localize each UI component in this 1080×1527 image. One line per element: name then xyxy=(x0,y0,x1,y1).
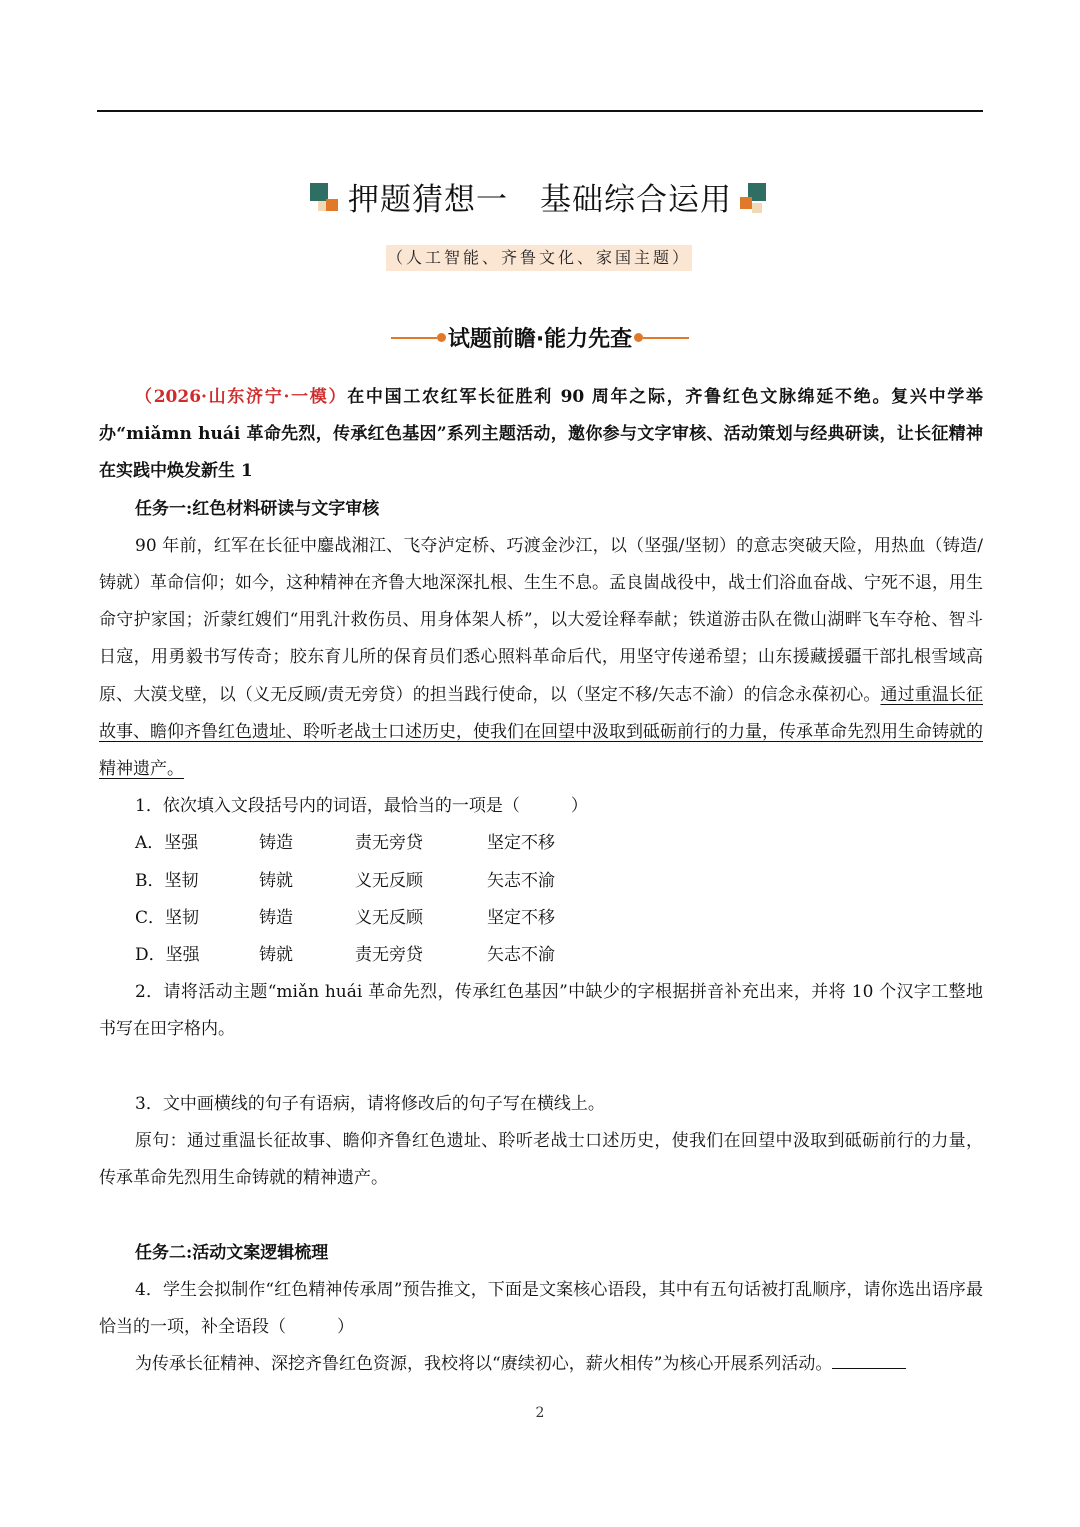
page-title-row xyxy=(0,174,1080,219)
intro-paragraph xyxy=(99,379,983,491)
heading-line-left xyxy=(391,337,437,339)
option-word: 矢志不渝 xyxy=(487,945,555,965)
option-c[interactable] xyxy=(99,900,983,937)
option-word: 义无反顾 xyxy=(355,870,423,891)
option-d[interactable] xyxy=(99,937,983,974)
option-word: 铸造 xyxy=(259,833,293,854)
task1-heading: 任务一:红色材料研读与文字审核 xyxy=(135,498,380,519)
question-4-stem: 4．学生会拟制作“红色精神传承周”预告推文，下面是文案核心语段，其中有五句话被打乱顺序，请你选出语序最恰当的一项，补全语段（ ） xyxy=(99,1279,983,1337)
question-1-stem: 1．依次填入文段括号内的词语，最恰当的一项是（ ） xyxy=(135,796,588,817)
page-title: 押题猜想一 基础综合运用 xyxy=(348,182,732,218)
option-word: 义无反顾 xyxy=(355,907,423,928)
option-word: 责无旁贷 xyxy=(355,945,423,965)
passage-underlined-sentence: 通过重温长征故事、瞻仰齐鲁红色遗址、聆听老战士口述历史，使我们在回望中汲取到砥砺前行的力量，传承革命先烈用生命铸就的精神遗产。 xyxy=(99,684,984,780)
option-label: D．坚强 xyxy=(135,945,200,965)
option-a[interactable] xyxy=(99,825,983,862)
passage-text: 90 年前，红军在长征中鏖战湘江、飞夺泸定桥、巧渡金沙江，以（坚强/坚韧）的意志突破天险，用热血（铸造/铸就）革命信仰；如今，这种精神在齐鲁大地深深扎根、生生不息。孟良崮战役中，战士们浴血奋战、宁死不退，用生命守护家国；沂蒙红嫂们“用乳汁救伤员、用身体架人桥”，以大爱诠释奉献；铁道游击队在微山湖畔飞车夺枪、智斗日寇，用勇毅书写传奇；胶东育儿所的保育员们悉心照料革命后代，用坚守传递希望；山东援藏援疆干部扎根雪域高原、大漠戈壁，以（义无反顾/责无旁贷）的担当践行使命，以（坚定不移/矢志不渝）的信念永葆初心。 xyxy=(99,535,983,705)
task2-heading: 任务二:活动文案逻辑梳理 xyxy=(135,1242,329,1263)
option-b[interactable] xyxy=(99,863,983,900)
heading-dot-right-icon xyxy=(634,333,643,342)
header-rule xyxy=(97,110,983,112)
task1-passage xyxy=(99,528,983,788)
question-2-stem: 2．请将活动主题“miǎn huái 革命先烈，传承红色基因”中缺少的字根据拼音补充出来，并将 10 个汉字工整地书写在田字格内。 xyxy=(99,982,983,1040)
fill-in-blank[interactable] xyxy=(832,1350,906,1369)
question-source: （2026·山东济宁·一模） xyxy=(135,387,348,407)
section-heading-text: 试题前瞻·能力先查 xyxy=(447,327,633,352)
question-3-stem: 3．文中画横线的句子有语病，请将修改后的句子写在横线上。 xyxy=(135,1093,605,1114)
page-subtitle: （人工智能、齐鲁文化、家国主题） xyxy=(386,245,692,271)
heading-dot-left-icon xyxy=(437,333,446,342)
option-word: 铸造 xyxy=(259,907,293,928)
answer-space[interactable] xyxy=(99,1197,983,1234)
page-number: 2 xyxy=(535,1405,545,1421)
question-3-original: 原句：通过重温长征故事、瞻仰齐鲁红色遗址、聆听老战士口述历史，使我们在回望中汲取到砥砺前行的力量，传承革命先烈用生命铸就的精神遗产。 xyxy=(99,1130,983,1189)
option-word: 坚定不移 xyxy=(487,907,555,928)
option-label: B．坚韧 xyxy=(135,870,199,891)
option-word: 铸就 xyxy=(259,945,293,965)
answer-space[interactable] xyxy=(99,1049,983,1086)
option-word: 矢志不渝 xyxy=(487,870,555,891)
lead-text: 为传承长征精神、深挖齐鲁红色资源，我校将以“赓续初心，薪火相传”为核心开展系列活动。 xyxy=(135,1354,833,1375)
title-decoration-left-icon xyxy=(310,177,342,217)
option-word: 责无旁贷 xyxy=(355,833,423,854)
title-decoration-right-icon xyxy=(738,177,770,217)
option-word: 坚定不移 xyxy=(487,833,555,854)
option-label: A．坚强 xyxy=(135,833,199,854)
section-heading xyxy=(0,322,1080,353)
option-word: 铸就 xyxy=(259,870,293,891)
document-body xyxy=(99,379,983,1383)
option-label: C．坚韧 xyxy=(135,907,200,928)
intro-text: 在中国工农红军长征胜利 90 周年之际，齐鲁红色文脉绵延不绝。复兴中学举办“miǎmn huái 革命先烈，传承红色基因”系列主题活动，邀你参与文字审核、活动策划与经典研读，让长征精神在实践中焕发新生 1 xyxy=(99,387,983,482)
question-4-lead xyxy=(99,1346,983,1383)
heading-line-right xyxy=(643,337,689,339)
